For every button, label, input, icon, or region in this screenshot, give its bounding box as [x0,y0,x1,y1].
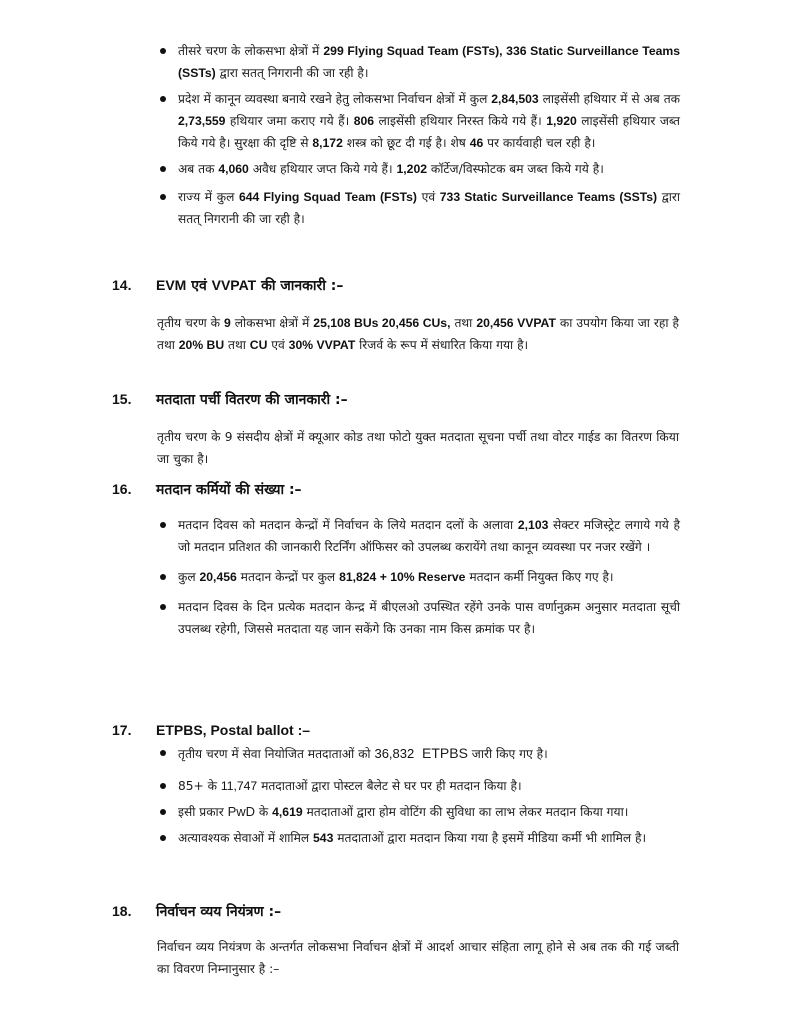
bold-text: 644 Flying Squad Team (FSTs) [239,190,417,204]
text: द्वारा सतत् निगरानी की जा रही है। [178,190,681,226]
list-item [160,566,680,588]
bold-text: 733 Static Surveillance Teams (SSTs) [439,190,658,204]
section-title: निर्वाचन व्यय नियंत्रण :– [156,904,282,920]
bold-text: 20,456 [199,570,237,584]
text: लाइसेंसी हथियार में से अब तक [538,92,680,106]
section14-paragraph [157,312,679,356]
bold-text: 4,619 [272,805,303,819]
section-title: मतदाता पर्ची वितरण की जानकारी :– [156,392,348,408]
text: मतदान दिवस को मतदान केन्द्रों में निर्वाचन के लिये मतदान दलों के अलावा [178,518,518,532]
list-item [160,514,680,558]
list-item [160,186,680,230]
text: कॉर्टेज/विस्फोटक बम जब्त किये गये है। [427,162,604,176]
text: 85+ के [178,779,221,793]
text: तथा [224,338,250,352]
text: तीसरे चरण के लोकसभा क्षेत्रों में [178,44,324,58]
bullet-icon [160,48,166,54]
section-number: 17. [112,722,132,738]
bold-text: 2,103 [517,518,549,532]
text: लाइसेंसी हथियार जब्त किये गये है। सुरक्षा की दृष्टि से [178,114,681,150]
list-item [160,40,680,84]
section-title: मतदान कर्मियों की संख्या :– [156,482,302,498]
bold-text: 2,84,503 [491,92,539,106]
text: मतदान कर्मी नियुक्त किए गए है। [465,570,614,584]
list-item [160,158,680,180]
text: का उपयोग किया जा रहा है तथा [157,316,679,352]
bold-text: CU [249,338,268,352]
bold-text: 1,202 [396,162,428,176]
text: द्वारा सतत् निगरानी की जा रही है। [215,66,369,80]
section18-heading [112,902,281,921]
list-item [160,88,680,154]
bullet-icon [160,604,166,610]
text: जारी किए गए है। [467,747,548,761]
text: राज्य में कुल [178,190,239,204]
section16-bullet-list [160,514,680,640]
text: अवैध हथियार जप्त किये गये हैं। [248,162,397,176]
section18-paragraph: निर्वाचन व्यय नियंत्रण के अन्तर्गत लोकसभा निर्वाचन क्षेत्रों में आदर्श आचार संहिता लागू होने से अब तक की गई जब्ती का विवरण निम्नानुसार है :– [157,940,679,976]
bullet-icon [160,522,166,528]
text: मतदाताओं द्वारा मतदान किया गया है इसमें मीडिया कर्मी भी शामिल है। [333,831,647,845]
section17-bullet-list [160,742,680,849]
text: मतदान दिवस के दिन प्रत्येक मतदान केन्द्र में बीएलओ उपस्थित रहेंगे उनके पास वर्णानुक्रम अनुसार मतदाता सूची उपलब्ध रहेगी, जिससे मतदाता यह जान सकेंगे कि उनका नाम किस क्रमांक पर है। [178,600,680,636]
text: के [255,805,273,819]
bullet-icon [160,783,166,789]
list-item [160,742,680,765]
text: एवं [416,190,440,204]
number-text: 11,747 [220,779,258,793]
section14-heading [112,276,343,295]
section15-heading [112,390,348,409]
text: की जानकारी :– [256,278,344,294]
bold-text: 30% VVPAT [288,338,356,352]
text: मतदाताओं द्वारा होम वोटिंग की सुविधा का लाभ लेकर मतदान किया गया। [302,805,629,819]
section-number: 18. [112,903,132,919]
bold-text: 20% BU [178,338,225,352]
section16-heading [112,480,302,499]
list-item [160,596,680,640]
section-number: 15. [112,391,132,407]
text: ETPBS [414,745,468,761]
text: लोकसभा क्षेत्रों में [230,316,314,330]
bold-text: 8,172 [312,136,343,150]
bold-text: 4,060 [218,162,249,176]
bullet-icon [160,166,166,172]
text: सेक्टर मजिस्ट्रेट लगाये गये है जो मतदान प्रतिशत की जानकारी रिटर्निंग ऑफिसर को उपलब्ध करायेंगे तथा कानून व्यवस्था पर नजर रखेंगे । [178,518,680,554]
bold-text: EVM [156,277,187,293]
bold-text: 25,108 BUs 20,456 CUs, [313,316,451,330]
text: मतदान केन्द्रों पर कुल [236,570,340,584]
bold-text: 81,824 + 10% Reserve [339,570,466,584]
list-item [160,801,680,823]
text: कुल [178,570,200,584]
text: इसी प्रकार [178,805,228,819]
text: अत्यावश्यक सेवाओं में शामिल [178,831,314,845]
text: PwD [227,804,256,819]
section15-paragraph: तृतीय चरण के 9 संसदीय क्षेत्रों में क्यूआर कोड तथा फोटो युक्त मतदाता सूचना पर्ची तथा वोटर गाईड का वितरण किया जा चुका है। [157,430,679,466]
number-text: 36,832 [374,746,415,761]
text: हथियार जमा कराए गये हैं। [225,114,354,128]
text: पर कार्यवाही चल रही है। [483,136,596,150]
section-title [156,276,343,295]
bold-text: VVPAT [211,277,257,293]
text: तथा [450,316,477,330]
bold-text: 1,920 [546,114,577,128]
text: रिजर्व के रूप में संधारित किया गया है। [355,338,529,352]
text: तृतीय चरण के [157,316,224,330]
text: प्रदेश में कानून व्यवस्था बनाये रखने हेतु लोकसभा निर्वाचन क्षेत्रों में कुल [178,92,492,106]
list-item [160,827,680,849]
bold-text: 2,73,559 [178,114,226,128]
text: एवं [267,338,289,352]
bold-text: 9 [223,316,231,330]
bullet-icon [160,750,166,756]
section-number: 16. [112,481,132,497]
bold-text: 543 [313,831,334,845]
bold-text: 46 [469,136,484,150]
text: अब तक [178,162,219,176]
text: एवं [186,278,212,294]
list-item [160,775,680,797]
bullet-icon [160,96,166,102]
text: लाइसेंसी हथियार निरस्त किये गये हैं। [374,114,547,128]
bullet-icon [160,809,166,815]
bullet-icon [160,574,166,580]
section13-bullet-list [160,40,680,230]
section-title: ETPBS, Postal ballot :– [156,722,311,738]
text: शस्त्र को छूट दी गई है। शेष [342,136,470,150]
bold-text: 20,456 VVPAT [476,316,556,330]
section-number: 14. [112,277,132,293]
text: मतदाताओं द्वारा पोस्टल बैलेट से घर पर ही मतदान किया है। [257,779,522,793]
bullet-icon [160,194,166,200]
bold-text: 299 Flying Squad Team (FSTs), 336 Static Surveillance Teams (SSTs) [178,44,680,80]
bullet-icon [160,835,166,841]
bold-text: 806 [353,114,375,128]
text: तृतीय चरण में सेवा नियोजित मतदाताओं को [178,747,375,761]
section17-heading [112,722,310,738]
